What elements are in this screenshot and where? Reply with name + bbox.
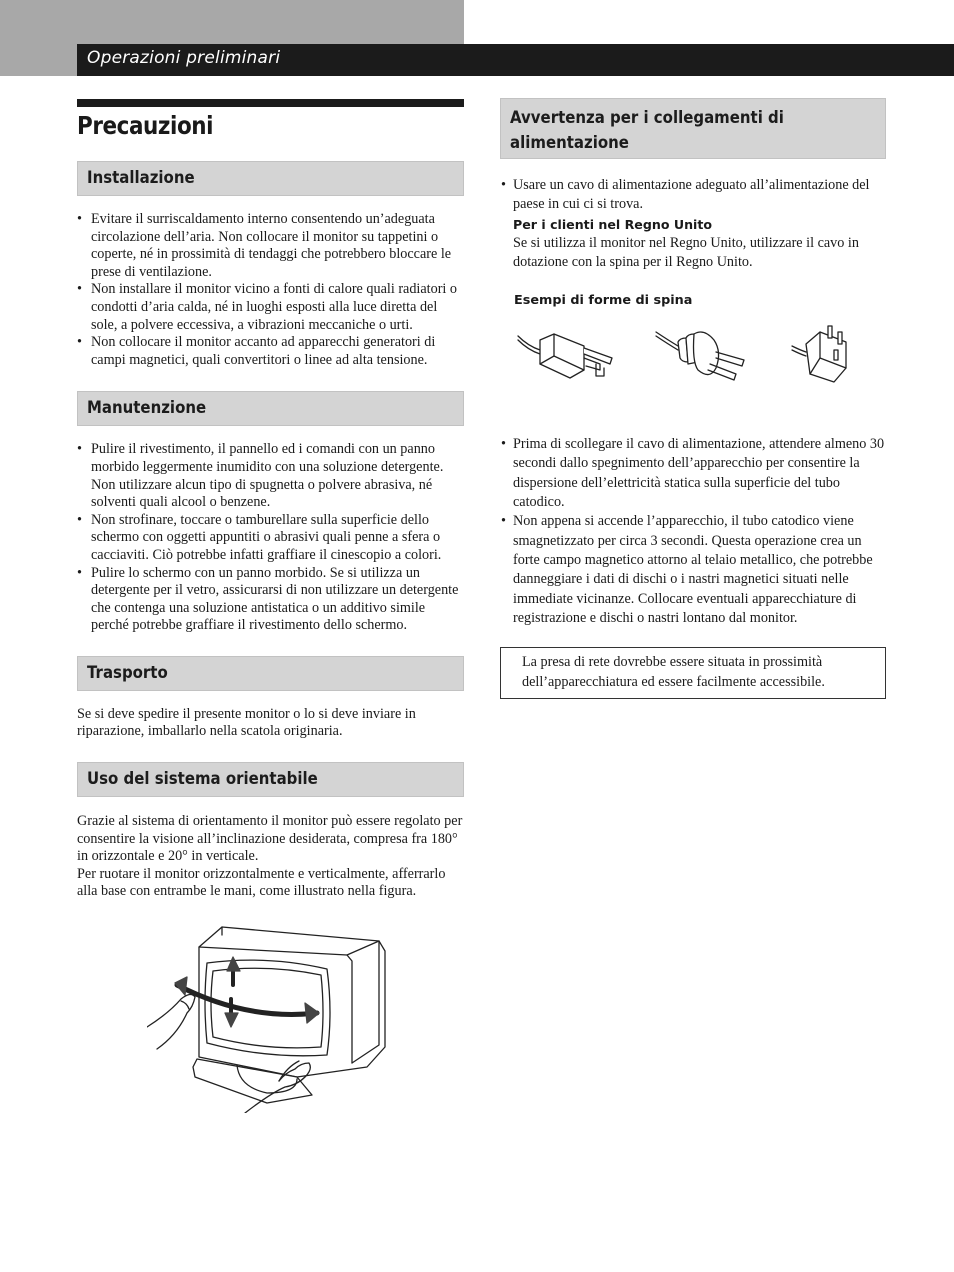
list-item: • Evitare il surriscaldamento interno consentendo un’adeguata circolazione dell’aria. Non collocare il monitor su tappetini o coperte, né in prossimità di tendaggi che potrebbero bloccare le prese di ventilazione. (77, 211, 464, 281)
monitor-rotation-illustration (147, 917, 407, 1113)
list-item: • Usare un cavo di alimentazione adeguato all’alimentazione del paese in cui ci si trova. Per i clienti nel Regno Unito Se si utilizza il monitor nel Regno Unito, utilizzare il cavo in dotazione con la spina per il Regno Unito. (500, 176, 886, 272)
section-header-bar (77, 44, 954, 76)
heading-trasporto: Trasporto (77, 656, 464, 691)
orientabile-text-1: Grazie al sistema di orientamento il monitor può essere regolato per consentire la visione all’inclinazione desiderata, compresa fra 180° in orizzontale e 20° in verticale. (77, 813, 463, 865)
list-alimentazione-2 (500, 435, 886, 628)
trasporto-text: Se si deve spedire il presente monitor o lo si deve inviare in riparazione, imballarlo nella scatola originaria. (77, 705, 416, 740)
list-alimentazione (500, 176, 886, 272)
list-item: • Non installare il monitor vicino a fonti di calore quali radiatori o condotti d’aria calda, né in luoghi esposti alla luce diretta del sole, a polvere eccessiva, a vibrazioni meccaniche o urti. (77, 281, 464, 334)
list-item: • Non appena si accende l’apparecchio, il tubo catodico viene smagnetizzato per circa 3 secondi. Questa operazione crea un forte campo magnetico attorno al telaio metallico, che potrebbe danneggiare i dati di dischi o i nastri magnetici situati nelle immediate vicinanze. Collocare eventuali apparecchiature di registrazione e dischi o nastri lontano dal monitor. (500, 512, 886, 628)
heading-installazione: Installazione (77, 161, 464, 196)
us-plug-icon (518, 334, 612, 378)
list-installazione (77, 211, 464, 369)
list-item: • Non collocare il monitor accanto ad apparecchi generatori di campi magnetici, quali convertitori o linee ad alta tensione. (77, 334, 464, 369)
heading-orientabile: Uso del sistema orientabile (77, 762, 464, 797)
section-title: Operazioni preliminari (87, 48, 281, 68)
list-item: • Non strofinare, toccare o tamburellare sulla superficie dello schermo con oggetti appuntiti o abrasivi quali penne a sfera o cacciaviti. Ciò potrebbe infatti graffiare il cinescopio a colori. (77, 512, 464, 565)
euro-plug-icon (656, 332, 744, 380)
notice-box: La presa di rete dovrebbe essere situata in prossimità dell’apparecchiatura ed essere facilmente accessibile. (500, 647, 886, 699)
orientabile-text-2: Per ruotare il monitor orizzontalmente e verticalmente, afferrarlo alla base con entrambe le mani, come illustrato nella figura. (77, 865, 446, 900)
uk-plug-icon (792, 326, 846, 382)
uk-label: Per i clienti nel Regno Unito (513, 216, 713, 232)
title-rule (77, 99, 464, 107)
right-column (500, 98, 886, 699)
left-column (77, 99, 464, 1113)
page-title: Precauzioni (77, 111, 214, 140)
list-item: • Prima di scollegare il cavo di alimentazione, attendere almeno 30 secondi dallo spegnimento dell’apparecchio per consentire la dispersione dell’elettricità statica sulla superficie del tubo catodico. (500, 435, 886, 512)
list-item: • Pulire lo schermo con un panno morbido. Se si utilizza un detergente per il vetro, assicurarsi di non utilizzare un detergente che contenga una soluzione antistatica o un additivo simile perché potrebbe graffiare il rivestimento dello schermo. (77, 565, 464, 635)
heading-alimentazione: Avvertenza per i collegamenti di alimentazione (500, 98, 886, 159)
plug-shapes (514, 322, 874, 392)
heading-manutenzione: Manutenzione (77, 391, 464, 426)
plug-caption: Esempi di forme di spina (514, 293, 693, 309)
list-manutenzione (77, 441, 464, 635)
list-item: • Pulire il rivestimento, il pannello ed i comandi con un panno morbido leggermente inumidito con una soluzione detergente. Non utilizzare alcun tipo di spugnetta o polvere abrasiva, né solventi quali alcool o benzene. (77, 441, 464, 511)
